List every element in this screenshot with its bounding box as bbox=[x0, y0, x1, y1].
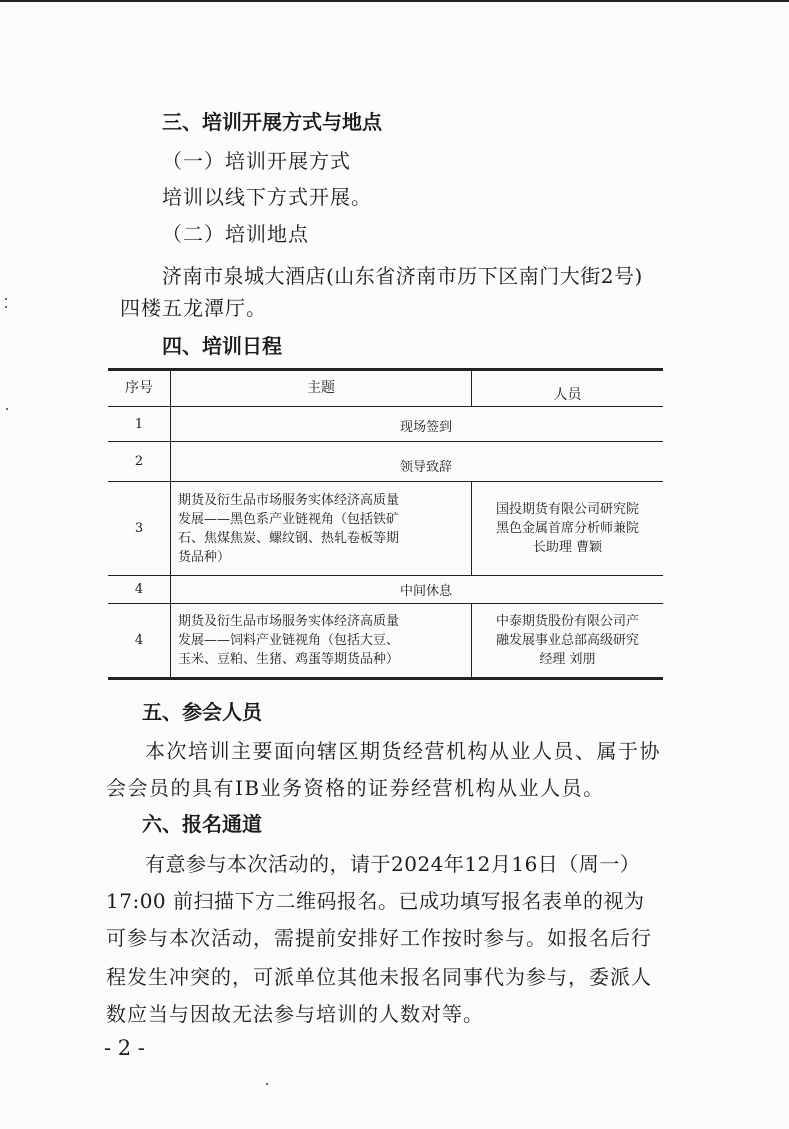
table-row-no: 3 bbox=[134, 521, 144, 536]
table-row-person: 中泰期货股份有限公司产 融发展事业总部高级研究 经理 刘朋 bbox=[495, 614, 639, 667]
table-header-no: 序号 bbox=[125, 380, 153, 396]
table-row-merged: 中间休息 bbox=[399, 584, 452, 599]
scan-speck bbox=[5, 298, 7, 300]
section3-text1: 培训以线下方式开展。 bbox=[162, 185, 372, 209]
table-row-merged: 领导致辞 bbox=[399, 460, 452, 475]
section6-line1: 有意参与本次活动的，请于2024年12月16日（周一） bbox=[145, 852, 641, 876]
table-header-topic: 主题 bbox=[307, 380, 335, 396]
section6-line5: 数应当与因故无法参与培训的人数对等。 bbox=[106, 1002, 484, 1026]
table-row-person: 国投期货有限公司研究院 黑色金属首席分析师兼院 长助理 曹颖 bbox=[495, 502, 639, 555]
page-number: - 2 - bbox=[104, 1036, 145, 1060]
table-row-merged: 现场签到 bbox=[399, 419, 452, 435]
table-border-bottom bbox=[108, 677, 663, 680]
section3-heading: 三、培训开展方式与地点 bbox=[162, 110, 382, 134]
table-row-no: 4 bbox=[134, 633, 144, 648]
table-row-topic: 期货及衍生品市场服务实体经济高质量 发展——黑色系产业链视角（包括铁矿 石、焦煤焦炭、螺纹钢、热轧卷板等期 货品种） bbox=[178, 492, 400, 565]
section6-line2: 17:00 前扫描下方二维码报名。已成功填写报名表单的视为 bbox=[106, 889, 645, 913]
scan-speck bbox=[5, 306, 7, 308]
table-col-divider bbox=[170, 368, 171, 680]
section6-line3: 可参与本次活动，需提前安排好工作按时参与。如报名后行 bbox=[106, 926, 652, 950]
table-rule bbox=[108, 575, 663, 576]
section3-text2-line2: 四楼五龙潭厅。 bbox=[120, 296, 267, 320]
top-border bbox=[0, 0, 789, 2]
section5-line1: 本次培训主要面向辖区期货经营机构从业人员、属于协 bbox=[145, 739, 661, 763]
scan-speck bbox=[266, 1083, 268, 1085]
section6-line4: 程发生冲突的，可派单位其他未报名同事代为参与，委派人 bbox=[106, 965, 652, 989]
table-row-no: 2 bbox=[134, 454, 144, 469]
section3-text2-line1: 济南市泉城大酒店(山东省济南市历下区南门大街2号) bbox=[162, 264, 643, 288]
section4-heading: 四、培训日程 bbox=[162, 334, 282, 358]
section5-line2: 会会员的具有IB业务资格的证券经营机构从业人员。 bbox=[106, 776, 605, 800]
section5-heading: 五、参会人员 bbox=[142, 700, 262, 724]
table-row-no: 1 bbox=[134, 416, 144, 432]
section3-sub1: （一）培训开展方式 bbox=[162, 149, 351, 173]
scan-speck bbox=[6, 408, 8, 410]
table-row-topic: 期货及衍生品市场服务实体经济高质量 发展——饲料产业链视角（包括大豆、 玉米、豆粕、生猪、鸡蛋等期货品种） bbox=[178, 614, 400, 667]
schedule-table bbox=[108, 368, 663, 680]
section6-heading: 六、报名通道 bbox=[142, 812, 262, 836]
table-header-person: 人员 bbox=[553, 387, 582, 403]
section3-sub2: （二）培训地点 bbox=[162, 222, 309, 246]
table-row-no: 4 bbox=[134, 582, 144, 597]
